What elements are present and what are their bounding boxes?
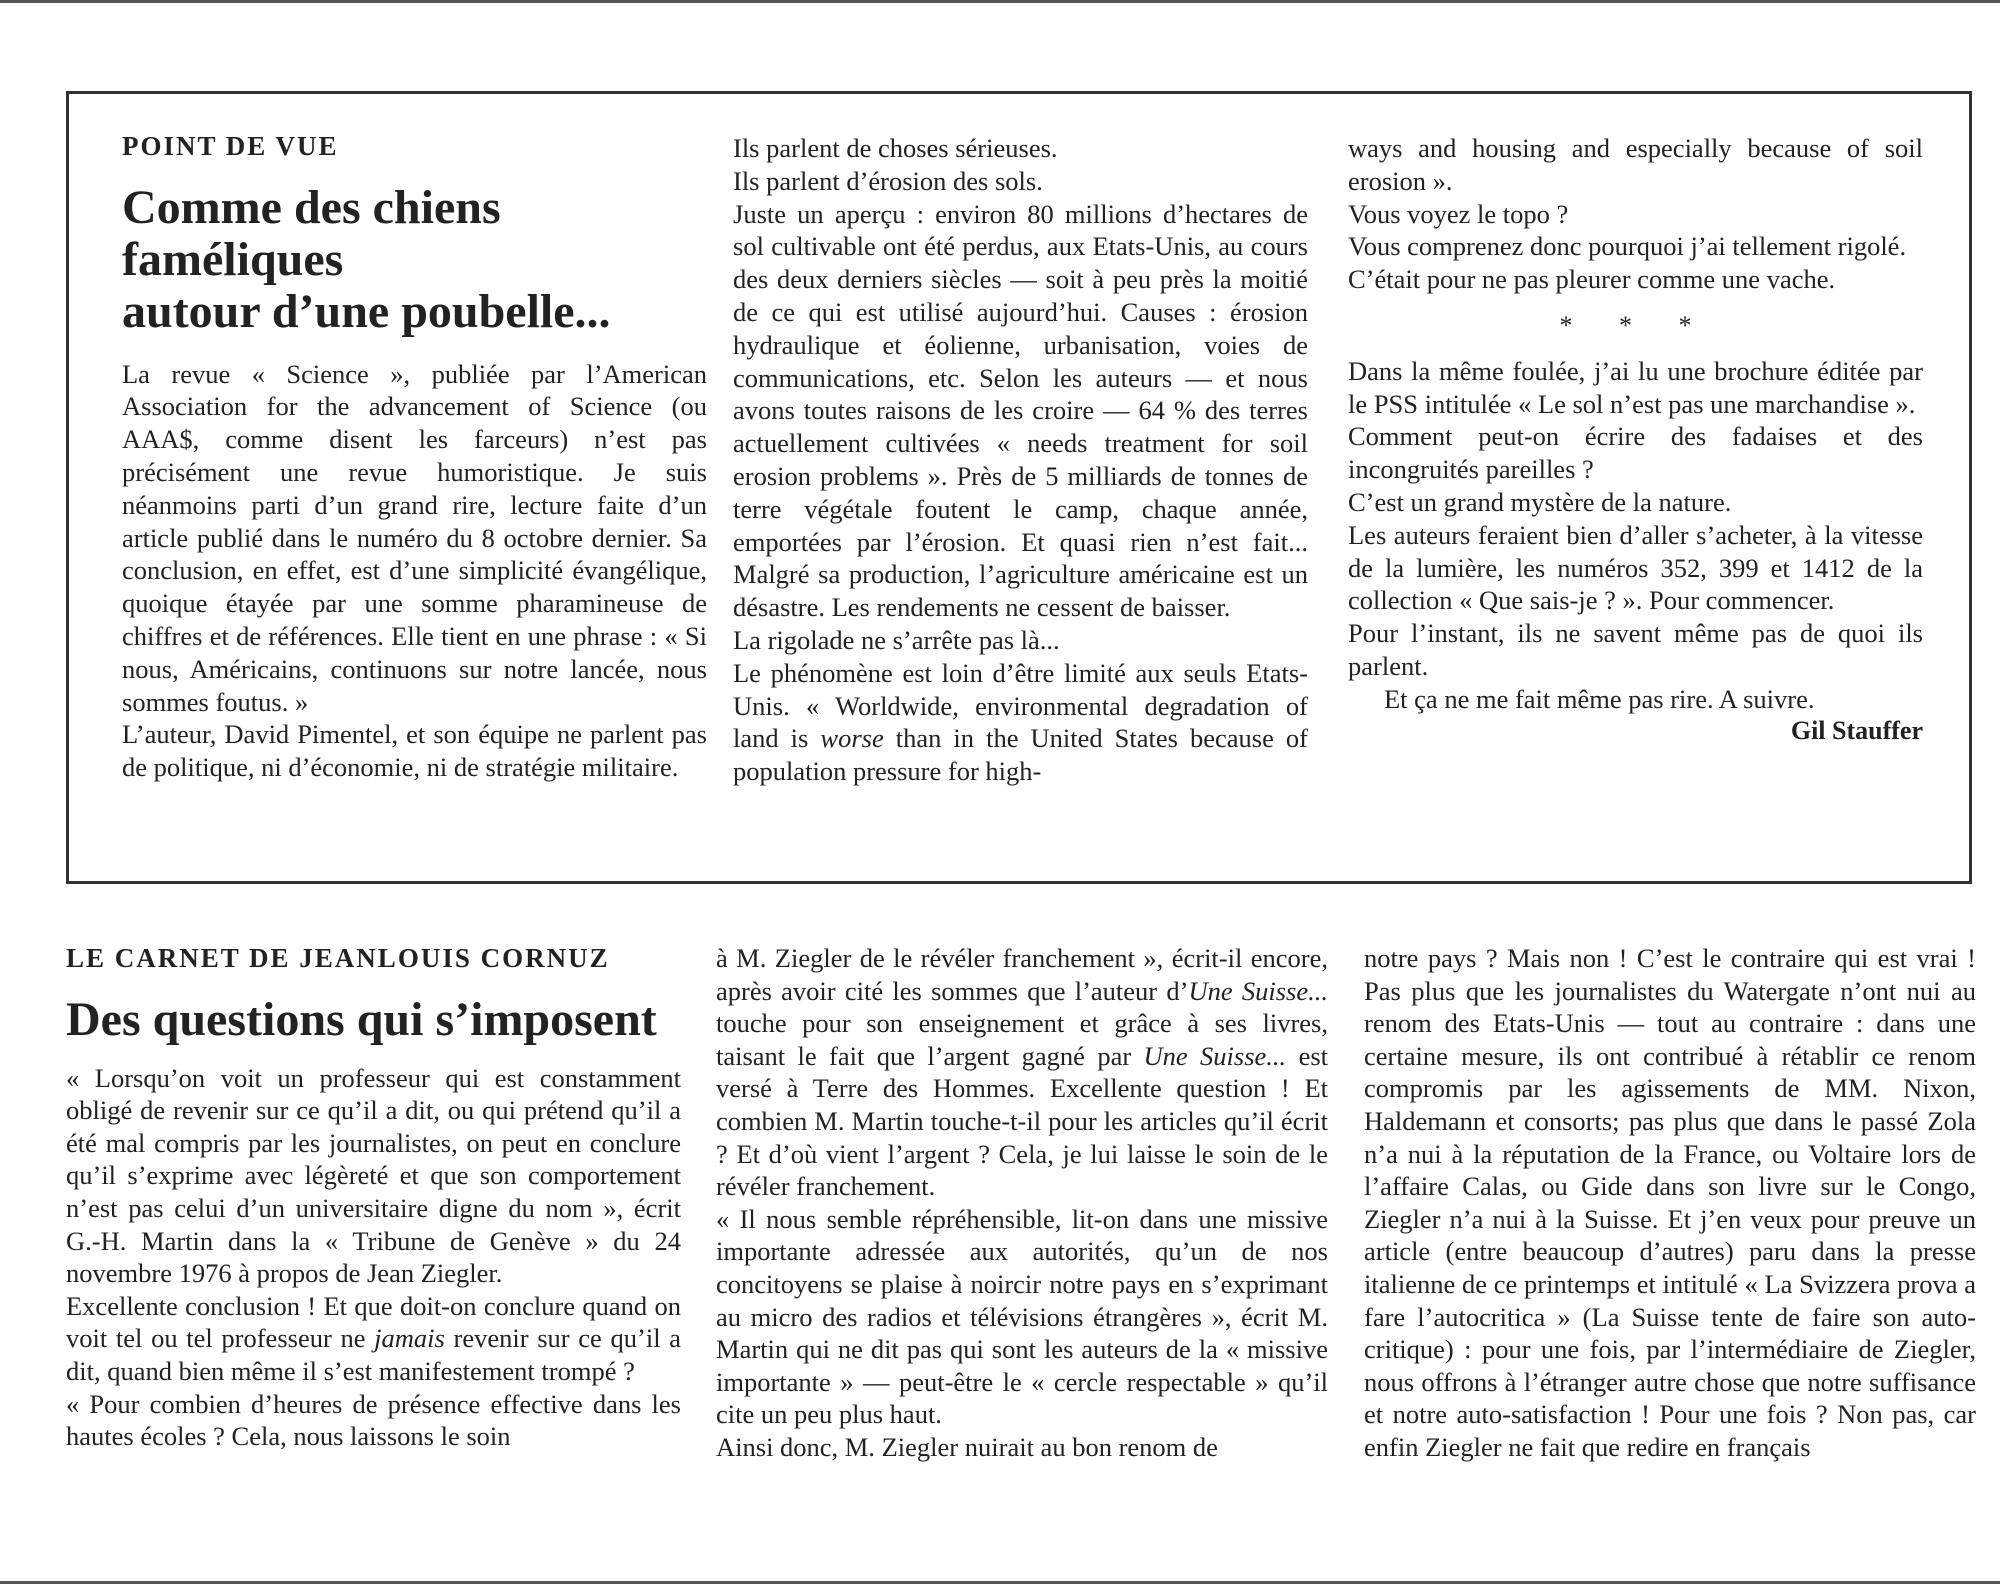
point-de-vue-column-1 <box>122 132 707 784</box>
paragraph: C’était pour ne pas pleurer comme une vache. <box>1348 264 1836 295</box>
paragraph: C’est un grand mystère de la nature. <box>1348 486 1732 517</box>
paragraph: Dans la même foulée, j’ai lu une brochure éditée par le PSS intitulée « Le sol n’est pas une marchandise ». <box>1348 355 1923 419</box>
bottom-rule <box>0 1581 2000 1584</box>
paragraph: Les auteurs feraient bien d’aller s’acheter, à la vitesse de la lumière, les numéros 352, 399 et 1412 de la collection « Que sais-je ? ». Pour commencer. <box>1348 519 1923 616</box>
point-de-vue-column-3 <box>1348 132 1923 746</box>
paragraph: L’auteur, David Pimentel, et son équipe ne parlent pas de politique, ni d’économie, ni de stratégie militaire. <box>122 719 707 783</box>
carnet-column-2 <box>716 942 1328 1464</box>
point-de-vue-kicker: POINT DE VUE <box>122 131 339 161</box>
paragraph: Pour l’instant, ils ne savent même pas de quoi ils parlent. <box>1348 618 1923 681</box>
section-separator: * * * <box>1559 310 1712 340</box>
paragraph: « Il nous semble répréhensible, lit-on dans une missive importante adressée aux autorités, qu’un de nos concitoyens se plaise à noircir notre pays en s’exprimant au micro des radios et télévisions étrangères », écrit M. Martin qui ne dit pas qui sont les auteurs de la « missive importante » — peut-être le « cercle respectable » qu’il cite un peu plus haut. <box>716 1203 1328 1430</box>
carnet-column-3 <box>1364 942 1976 1464</box>
paragraph: Ils parlent de choses sérieuses. <box>733 133 1058 163</box>
closing-line: Et ça ne me fait même pas rire. A suivre. <box>1384 683 1815 714</box>
paragraph: Ainsi donc, M. Ziegler nuirait au bon renom de <box>716 1431 1218 1462</box>
author-signature: Gil Stauffer <box>1790 715 1923 745</box>
paragraph: à M. Ziegler de le révéler franchement », écrit-il encore, après avoir cité les sommes que l’auteur d’Une Suisse... touche pour son enseignement et grâce à ses livres, taisant le fait que l’argent gagné par Une Suisse... est versé à Terre des Hommes. Excellente question ! Et combien M. Martin touche-t-il pour les articles qu’il écrit ? Et d’où vient l’argent ? Cela, je lui laisse le soin de le révéler franchement. <box>716 943 1328 1202</box>
paragraph: « Pour combien d’heures de présence effective dans les hautes écoles ? Cela, nous laissons le soin <box>66 1388 681 1452</box>
paragraph: Ils parlent d’érosion des sols. <box>733 165 1043 196</box>
point-de-vue-column-2 <box>733 132 1308 788</box>
paragraph: Excellente conclusion ! Et que doit-on conclure quand on voit tel ou tel professeur ne jamais revenir sur ce qu’il a dit, quand bien même il s’est manifestement trompé ? <box>66 1290 681 1387</box>
paragraph: Vous comprenez donc pourquoi j’ai tellement rigolé. <box>1348 231 1907 262</box>
carnet-column-1 <box>66 944 681 1453</box>
carnet-kicker: LE CARNET DE JEANLOUIS CORNUZ <box>66 943 610 973</box>
paragraph: Le phénomène est loin d’être limité aux seuls Etats-Unis. « Worldwide, environmental degradation of land is worse than in the United States because of population pressure for high- <box>733 657 1308 787</box>
paragraph: ways and housing and especially because of soil erosion ». <box>1348 133 1923 196</box>
paragraph: La rigolade ne s’arrête pas là... <box>733 624 1060 655</box>
paragraph: Vous voyez le topo ? <box>1348 198 1569 229</box>
paragraph: « Lorsqu’on voit un professeur qui est constamment obligé de revenir sur ce qu’il a dit, ou qui prétend qu’il a été mal compris par les journalistes, on peut en conclure qu’il s’exprime avec légèreté et que son comportement n’est pas celui d’un universitaire digne du nom », écrit G.-H. Martin dans la « Tribune de Genève » du 24 novembre 1976 à propos de Jean Ziegler. <box>66 1062 681 1289</box>
point-de-vue-box <box>66 91 1972 884</box>
top-rule <box>0 0 2000 3</box>
paragraph: Comment peut-on écrire des fadaises et des incongruités pareilles ? <box>1348 421 1923 485</box>
point-de-vue-headline: Comme des chiens faméliques autour d’une poubelle... <box>122 180 611 338</box>
paragraph: Juste un aperçu : environ 80 millions d’hectares de sol cultivable ont été perdus, aux Etats-Unis, au cours des deux derniers siècles — soit à peu près la moitié de ce qui est utilisé aujourd’hui. Causes : érosion hydraulique et éolienne, urbanisation, voies de communications, etc. Selon les auteurs — et nous avons toutes raisons de les croire — 64 % des terres actuellement cultivées « needs treatment for soil erosion problems ». Près de 5 milliards de tonnes de terre végétale foutent le camp, chaque année, emportées par l’érosion. Et quasi rien n’est fait... Malgré sa production, l’agriculture américaine est un désastre. Les rendements ne cessent de baisser. <box>733 198 1308 623</box>
paragraph: notre pays ? Mais non ! C’est le contraire qui est vrai ! Pas plus que les journalistes du Watergate n’ont nui au renom des Etats-Unis — tout au contraire : dans une certaine mesure, ils ont contribué à rétablir ce renom compromis par les agissements de MM. Nixon, Haldemann et consorts; pas plus que dans le passé Zola n’a nui à la réputation de la France, ou Voltaire lors de l’affaire Calas, ou Gide dans son livre sur le Congo, Ziegler n’a nui à la Suisse. Et j’en veux pour preuve un article (entre beaucoup d’autres) paru dans la presse italienne de ce printemps et intitulé « La Svizzera prova a fare l’autocritica » (La Suisse tente de faire son auto-critique) : pour une fois, par l’intermédiaire de Ziegler, nous offrons à l’étranger autre chose que notre suffisance et notre auto-satisfaction ! Pour une fois ? Non pas, car enfin Ziegler ne fait que redire en français <box>1364 943 1976 1462</box>
carnet-headline: Des questions qui s’imposent <box>66 992 657 1046</box>
paragraph: La revue « Science », publiée par l’American Association for the advancement of Science (ou AAA$, comme disent les farceurs) n’est pas précisément une revue humoristique. Je suis néanmoins parti d’un grand rire, lecture faite d’un article publié dans le numéro du 8 octobre dernier. Sa conclusion, en effet, est d’une simplicité évangélique, quoique étayée par une somme pharamineuse de chiffres et de références. Elle tient en une phrase : « Si nous, Américains, continuons sur notre lancée, nous sommes foutus. » <box>122 358 707 717</box>
